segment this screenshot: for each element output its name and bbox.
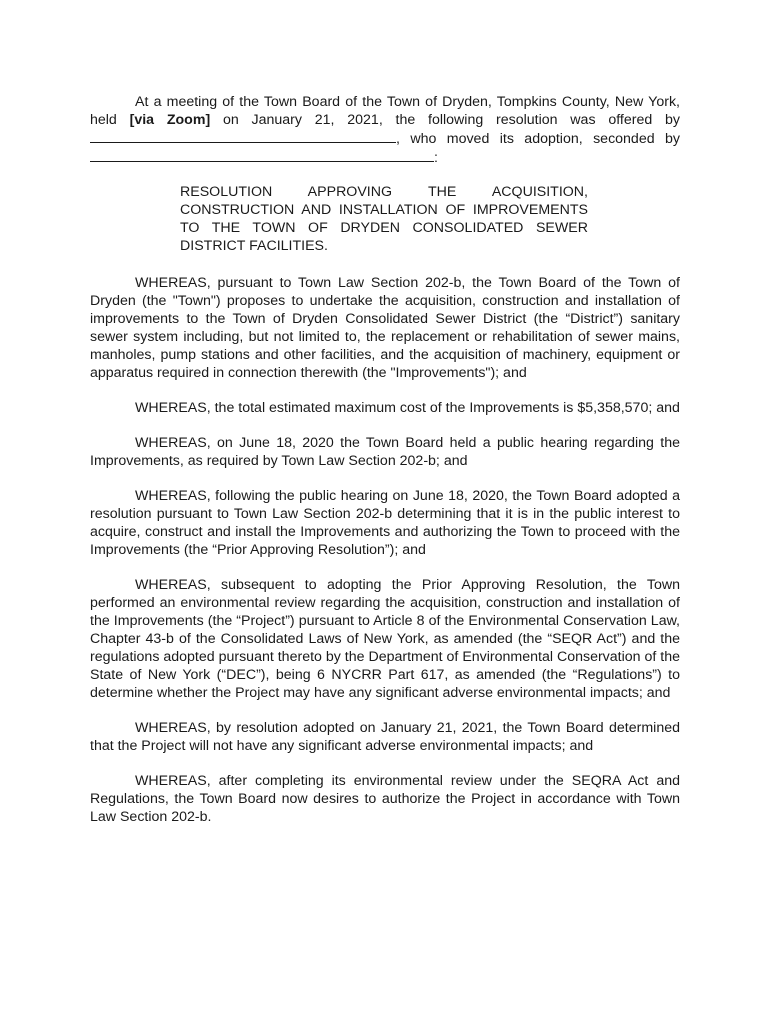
resolution-title: RESOLUTION APPROVING THE ACQUISITION, CONSTRUCTION AND INSTALLATION OF IMPROVEMENTS TO THE TOWN OF DRYDEN CONSOLIDATED SEWER DISTRICT FACILITIES. — [180, 184, 588, 254]
intro-text-4: : — [434, 150, 438, 166]
intro-via-zoom: [via Zoom] — [129, 112, 211, 128]
whereas-paragraph-6: WHEREAS, by resolution adopted on January 21, 2021, the Town Board determined that the Project will not have any significant adverse environmental impacts; and — [90, 720, 680, 754]
intro-text-2: on January 21, 2021, the following resolution was offered by — [210, 112, 680, 128]
whereas-paragraph-1: WHEREAS, pursuant to Town Law Section 202-b, the Town Board of the Town of Dryden (the "Town") proposes to undertake the acquisition, construction and installation of improvements to the Town of Dryden Consolidated Sewer District (the “District”) sanitary sewer system including, but not limited to, the replacement or rehabilitation of sewer mains, manholes, pump stations and other facilities, and the acquisition of machinery, equipment or apparatus required in connection therewith (the "Improvements"); and — [90, 275, 680, 381]
mover-blank-line — [90, 129, 396, 143]
whereas-paragraph-3: WHEREAS, on June 18, 2020 the Town Board held a public hearing regarding the Improvements, as required by Town Law Section 202-b; and — [90, 435, 680, 469]
intro-text-3: , who moved its adoption, seconded by — [396, 131, 680, 147]
whereas-paragraph-2: WHEREAS, the total estimated maximum cost of the Improvements is $5,358,570; and — [135, 400, 680, 416]
whereas-paragraph-4: WHEREAS, following the public hearing on June 18, 2020, the Town Board adopted a resolution pursuant to Town Law Section 202-b determining that it is in the public interest to acquire, construct and install the Improvements and authorizing the Town to proceed with the Improvements (the “Prior Approving Resolution”); and — [90, 488, 680, 558]
intro-paragraph — [90, 93, 680, 167]
intro-text-1: At a meeting of the Town Board of the Town of Dryden, Tompkins County, New York, held — [90, 94, 680, 128]
whereas-paragraph-7: WHEREAS, after completing its environmental review under the SEQRA Act and Regulations, the Town Board now desires to authorize the Project in accordance with Town Law Section 202-b. — [90, 773, 680, 825]
document-page — [90, 93, 680, 843]
whereas-paragraph-5: WHEREAS, subsequent to adopting the Prior Approving Resolution, the Town performed an environmental review regarding the acquisition, construction and installation of the Improvements (the “Project”) pursuant to Article 8 of the Environmental Conservation Law, Chapter 43-b of the Consolidated Laws of New York, as amended (the “SEQR Act”) and the regulations adopted pursuant thereto by the Department of Environmental Conservation of the State of New York (“DEC”), being 6 NYCRR Part 617, as amended (the “Regulations”) to determine whether the Project may have any significant adverse environmental impacts; and — [90, 577, 680, 701]
seconder-blank-line — [90, 148, 434, 162]
